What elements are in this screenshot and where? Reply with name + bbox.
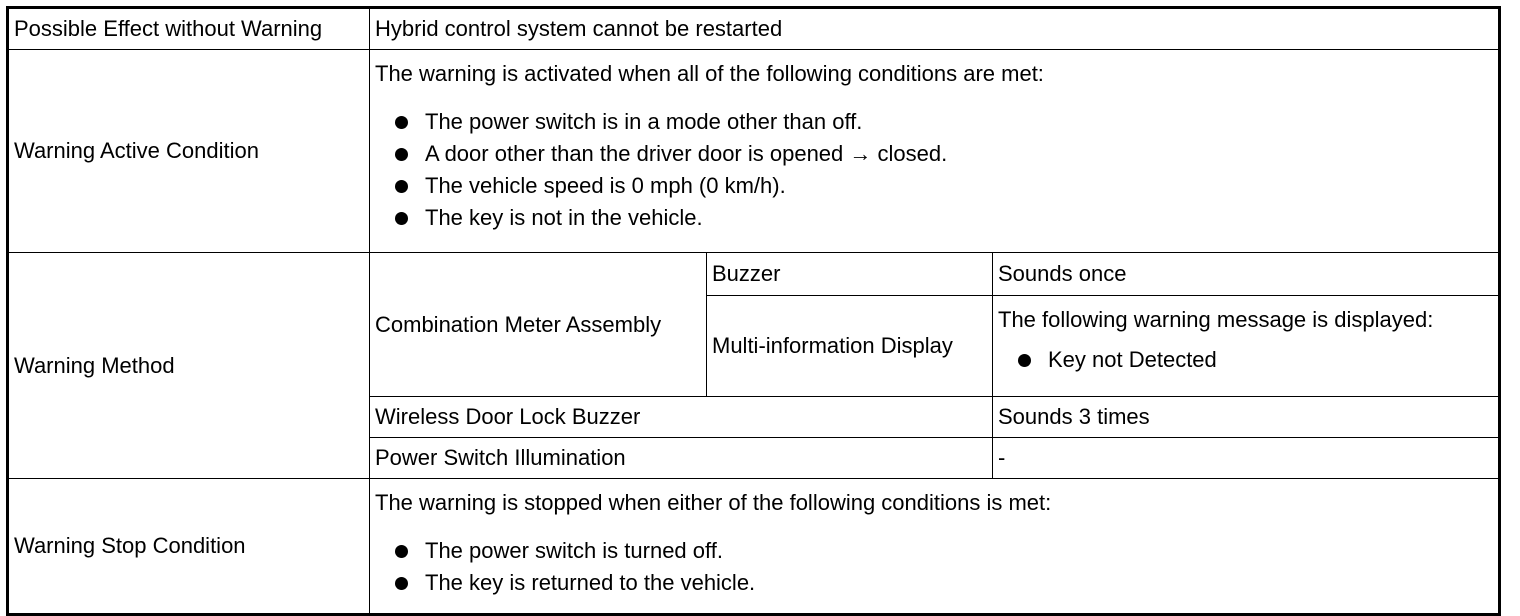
bullet-icon xyxy=(395,148,408,161)
wireless-buzzer-label: Wireless Door Lock Buzzer xyxy=(370,397,993,438)
list-item-text: The power switch is turned off. xyxy=(425,538,723,563)
table-row xyxy=(8,50,1500,253)
bullet-icon xyxy=(395,545,408,558)
power-switch-illumination-value: - xyxy=(993,438,1500,479)
wireless-buzzer-value: Sounds 3 times xyxy=(993,397,1500,438)
possible-effect-label: Possible Effect without Warning xyxy=(8,8,370,50)
active-condition-intro: The warning is activated when all of the following conditions are met: xyxy=(375,61,1044,86)
list-item-text: Key not Detected xyxy=(1048,347,1217,372)
stop-condition-label: Warning Stop Condition xyxy=(8,479,370,615)
power-switch-illumination-label: Power Switch Illumination xyxy=(370,438,993,479)
buzzer-label: Buzzer xyxy=(707,253,993,296)
active-condition-label: Warning Active Condition xyxy=(8,50,370,253)
active-condition-list xyxy=(375,106,1493,234)
list-item xyxy=(1014,344,1493,376)
list-item-text: The vehicle speed is 0 mph (0 km/h). xyxy=(425,173,786,198)
display-message-intro: The following warning message is displayed: xyxy=(998,307,1434,332)
list-item xyxy=(391,567,1493,599)
stop-condition-intro: The warning is stopped when either of the following conditions is met: xyxy=(375,490,1052,515)
bullet-icon xyxy=(395,116,408,129)
possible-effect-value: Hybrid control system cannot be restarted xyxy=(370,8,1500,50)
table-row xyxy=(8,479,1500,615)
list-item-text: The power switch is in a mode other than off. xyxy=(425,109,863,134)
buzzer-value: Sounds once xyxy=(993,253,1500,296)
active-condition-cell xyxy=(370,50,1500,253)
list-item xyxy=(391,106,1493,138)
stop-condition-cell xyxy=(370,479,1500,615)
table-row xyxy=(8,8,1500,50)
list-item xyxy=(391,170,1493,202)
multi-info-display-label: Multi-information Display xyxy=(707,296,993,397)
table-row xyxy=(8,253,1500,296)
multi-info-display-value xyxy=(993,296,1500,397)
list-item-text: A door other than the driver door is opened → closed. xyxy=(425,141,948,166)
list-item-text: The key is returned to the vehicle. xyxy=(425,570,756,595)
list-item xyxy=(391,202,1493,234)
stop-condition-list xyxy=(375,535,1493,599)
list-item-text: The key is not in the vehicle. xyxy=(425,205,703,230)
display-message-list xyxy=(998,344,1493,376)
bullet-icon xyxy=(395,577,408,590)
bullet-icon xyxy=(395,180,408,193)
warning-method-label: Warning Method xyxy=(8,253,370,479)
list-item xyxy=(391,138,1493,170)
list-item xyxy=(391,535,1493,567)
warning-spec-table xyxy=(6,6,1501,616)
combination-meter-label: Combination Meter Assembly xyxy=(370,253,707,397)
bullet-icon xyxy=(395,212,408,225)
bullet-icon xyxy=(1018,354,1031,367)
